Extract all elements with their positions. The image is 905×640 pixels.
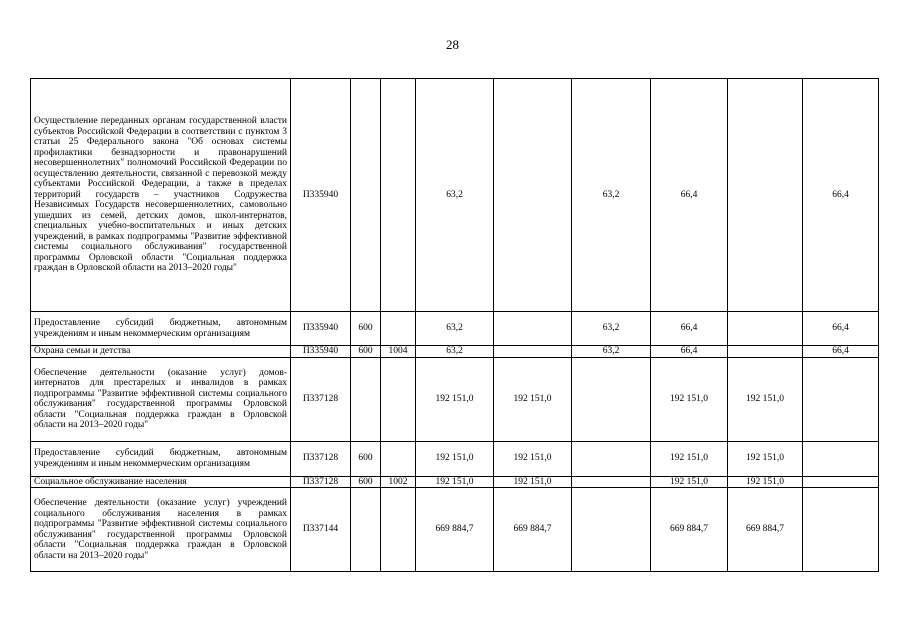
section-code <box>381 357 416 441</box>
section-code: 1004 <box>381 346 416 358</box>
table-row <box>31 357 879 441</box>
amount-1: 63,2 <box>416 312 494 346</box>
page-number: 28 <box>446 37 459 52</box>
amount-3 <box>572 488 651 572</box>
table-row <box>31 476 879 488</box>
amount-6: 66,4 <box>803 346 879 358</box>
amount-1: 192 151,0 <box>416 357 494 441</box>
amount-4: 669 884,7 <box>651 488 728 572</box>
amount-2 <box>494 346 572 358</box>
table-row <box>31 488 879 572</box>
amount-4: 192 151,0 <box>651 441 728 476</box>
table-row <box>31 79 879 312</box>
amount-1: 669 884,7 <box>416 488 494 572</box>
expense-type <box>351 357 381 441</box>
amount-3 <box>572 357 651 441</box>
amount-6 <box>803 357 879 441</box>
section-code: 1002 <box>381 476 416 488</box>
amount-1: 63,2 <box>416 346 494 358</box>
amount-6 <box>803 488 879 572</box>
amount-1: 192 151,0 <box>416 441 494 476</box>
expense-type: 600 <box>351 441 381 476</box>
amount-3 <box>572 476 651 488</box>
amount-6 <box>803 476 879 488</box>
amount-5: 192 151,0 <box>728 441 803 476</box>
amount-6 <box>803 441 879 476</box>
row-name: Охрана семьи и детства <box>31 346 291 358</box>
section-code <box>381 488 416 572</box>
expense-type: 600 <box>351 346 381 358</box>
expense-type: 600 <box>351 476 381 488</box>
row-name: Предоставление субсидий бюджетным, автономным учреждениям и иным некоммерческим организациям <box>31 312 291 346</box>
row-name: Обеспечение деятельности (оказание услуг) учреждений социального обслуживания населения в рамках подпрограммы "Развитие эффективной системы социального обслуживания" государственной программы Орловской области "Социальная поддержка граждан в Орловской области на 2013–2020 годы" <box>31 488 291 572</box>
amount-2: 192 151,0 <box>494 357 572 441</box>
amount-5 <box>728 346 803 358</box>
amount-5 <box>728 312 803 346</box>
row-name: Обеспечение деятельности (оказание услуг) домов-интернатов для престарелых и инвалидов в рамках подпрограммы "Развитие эффективной системы социального обслуживания" государственной программы Орловской области "Социальная поддержка граждан в Орловской области на 2013–2020 годы" <box>31 357 291 441</box>
expense-type <box>351 79 381 312</box>
target-code: П337128 <box>291 357 351 441</box>
table-row <box>31 312 879 346</box>
expense-type <box>351 488 381 572</box>
amount-3: 63,2 <box>572 79 651 312</box>
row-name: Осуществление переданных органам государственной власти субъектов Российской Федерации в соответствии с пунктом 3 статьи 25 Федерального закона "Об основах системы профилактики безнадзорности и правонарушений несовершеннолетних" полномочий Российской Федерации по осуществлению деятельности, связанной с перевозкой между субъектами Российской Федерации, а также в пределах территорий государств – участников Содружества Независимых Государств несовершеннолетних, самовольно ушедших из семей, детских домов, школ-интернатов, специальных учебно-воспитательных и иных детских учреждений, в рамках подпрограммы "Развитие эффективной системы социального обслуживания" государственной программы Орловской области "Социальная поддержка граждан в Орловской области на 2013–2020 годы" <box>31 79 291 312</box>
amount-2 <box>494 79 572 312</box>
amount-4: 66,4 <box>651 346 728 358</box>
amount-3 <box>572 441 651 476</box>
amount-2 <box>494 312 572 346</box>
amount-4: 192 151,0 <box>651 476 728 488</box>
target-code: П335940 <box>291 79 351 312</box>
row-name: Предоставление субсидий бюджетным, автономным учреждениям и иным некоммерческим организациям <box>31 441 291 476</box>
target-code: П335940 <box>291 346 351 358</box>
section-code <box>381 441 416 476</box>
target-code: П337128 <box>291 441 351 476</box>
target-code: П335940 <box>291 312 351 346</box>
amount-5: 669 884,7 <box>728 488 803 572</box>
amount-4: 192 151,0 <box>651 357 728 441</box>
amount-2: 192 151,0 <box>494 441 572 476</box>
table-row <box>31 346 879 358</box>
section-code <box>381 312 416 346</box>
amount-2: 669 884,7 <box>494 488 572 572</box>
target-code: П337128 <box>291 476 351 488</box>
amount-1: 63,2 <box>416 79 494 312</box>
amount-5: 192 151,0 <box>728 357 803 441</box>
amount-2: 192 151,0 <box>494 476 572 488</box>
amount-4: 66,4 <box>651 79 728 312</box>
row-name: Социальное обслуживание населения <box>31 476 291 488</box>
amount-5 <box>728 79 803 312</box>
section-code <box>381 79 416 312</box>
amount-1: 192 151,0 <box>416 476 494 488</box>
amount-6: 66,4 <box>803 312 879 346</box>
expense-type: 600 <box>351 312 381 346</box>
table-row <box>31 441 879 476</box>
amount-3: 63,2 <box>572 346 651 358</box>
amount-5: 192 151,0 <box>728 476 803 488</box>
amount-6: 66,4 <box>803 79 879 312</box>
amount-4: 66,4 <box>651 312 728 346</box>
budget-table <box>30 78 879 572</box>
target-code: П337144 <box>291 488 351 572</box>
amount-3: 63,2 <box>572 312 651 346</box>
